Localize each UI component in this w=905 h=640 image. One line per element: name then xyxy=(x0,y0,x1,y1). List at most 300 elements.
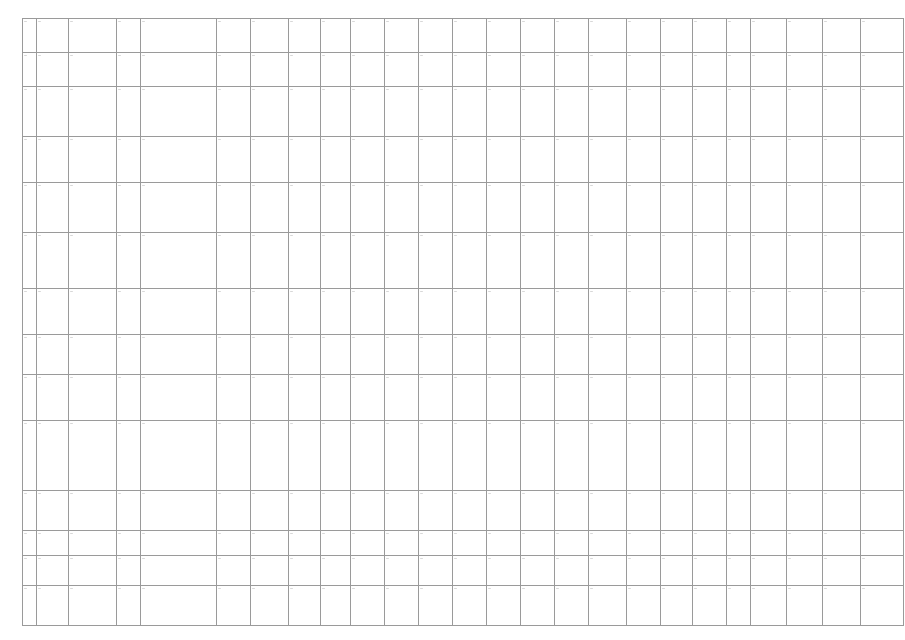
table-cell: — xyxy=(861,233,904,289)
table-cell: — xyxy=(321,556,351,586)
table-cell: — xyxy=(787,531,823,556)
table-cell: — xyxy=(37,233,69,289)
table-cell: — xyxy=(693,137,727,183)
table-cell: — xyxy=(69,586,117,626)
table-cell: — xyxy=(693,375,727,421)
table-cell: — xyxy=(351,137,385,183)
table-row xyxy=(23,375,904,421)
table-cell: — xyxy=(751,289,787,335)
table-cell: — xyxy=(385,183,419,233)
table-cell: — xyxy=(141,87,217,137)
table-cell: — xyxy=(861,19,904,53)
table-cell: — xyxy=(141,556,217,586)
table-row xyxy=(23,556,904,586)
table-cell: — xyxy=(217,19,251,53)
table-cell: — xyxy=(861,335,904,375)
table-cell: — xyxy=(117,53,141,87)
table-cell: — xyxy=(521,53,555,87)
table-cell: — xyxy=(141,491,217,531)
table-cell: — xyxy=(37,335,69,375)
table-row xyxy=(23,183,904,233)
table-cell: — xyxy=(823,87,861,137)
table-cell: — xyxy=(823,531,861,556)
table-cell: — xyxy=(69,183,117,233)
table-cell: — xyxy=(693,531,727,556)
table-cell: — xyxy=(217,375,251,421)
table-cell: — xyxy=(521,137,555,183)
table-cell: — xyxy=(555,289,589,335)
table-cell: — xyxy=(521,491,555,531)
table-cell: — xyxy=(727,586,751,626)
table-cell: — xyxy=(555,586,589,626)
table-cell: — xyxy=(453,183,487,233)
table-cell: — xyxy=(589,531,627,556)
table-cell: — xyxy=(661,556,693,586)
table-cell: — xyxy=(727,289,751,335)
table-cell: — xyxy=(69,375,117,421)
table-cell: — xyxy=(453,491,487,531)
table-cell: — xyxy=(861,87,904,137)
table-cell: — xyxy=(251,19,289,53)
table-cell: — xyxy=(693,556,727,586)
table-cell: — xyxy=(787,289,823,335)
table-cell: — xyxy=(693,233,727,289)
table-cell: — xyxy=(321,233,351,289)
table-cell: — xyxy=(693,87,727,137)
table-cell: — xyxy=(69,491,117,531)
table-cell: — xyxy=(661,19,693,53)
table-cell: — xyxy=(385,375,419,421)
table-cell: — xyxy=(23,531,37,556)
table-cell: — xyxy=(217,556,251,586)
table-cell: — xyxy=(23,491,37,531)
table-cell: — xyxy=(321,586,351,626)
table-cell: — xyxy=(627,19,661,53)
table-cell: — xyxy=(117,233,141,289)
table-row xyxy=(23,53,904,87)
table-cell: — xyxy=(37,586,69,626)
table-cell: — xyxy=(823,233,861,289)
table-cell: — xyxy=(487,53,521,87)
table-cell: — xyxy=(727,183,751,233)
table-cell: — xyxy=(693,289,727,335)
table-cell: — xyxy=(251,53,289,87)
table-cell: — xyxy=(217,289,251,335)
table-cell: — xyxy=(823,491,861,531)
table-cell: — xyxy=(751,53,787,87)
table-cell: — xyxy=(589,19,627,53)
table-cell: — xyxy=(141,233,217,289)
table-cell: — xyxy=(321,375,351,421)
table-row xyxy=(23,233,904,289)
table-cell: — xyxy=(289,421,321,491)
table-cell: — xyxy=(37,289,69,335)
table-cell: — xyxy=(453,335,487,375)
table-cell: — xyxy=(727,335,751,375)
table-cell: — xyxy=(23,586,37,626)
table-row xyxy=(23,335,904,375)
table-cell: — xyxy=(217,233,251,289)
table-cell: — xyxy=(117,19,141,53)
table-cell: — xyxy=(693,19,727,53)
table-cell: — xyxy=(861,531,904,556)
table-cell: — xyxy=(627,183,661,233)
table-cell: — xyxy=(37,421,69,491)
table-cell: — xyxy=(627,289,661,335)
table-cell: — xyxy=(69,556,117,586)
table-cell: — xyxy=(453,87,487,137)
table-cell: — xyxy=(385,233,419,289)
table-cell: — xyxy=(217,531,251,556)
table-cell: — xyxy=(487,586,521,626)
table-cell: — xyxy=(385,53,419,87)
table-cell: — xyxy=(453,233,487,289)
table-cell: — xyxy=(751,137,787,183)
table-cell: — xyxy=(727,233,751,289)
table-cell: — xyxy=(251,556,289,586)
table-cell: — xyxy=(589,556,627,586)
table-cell: — xyxy=(385,137,419,183)
table-cell: — xyxy=(117,531,141,556)
table-cell: — xyxy=(453,375,487,421)
table-cell: — xyxy=(555,531,589,556)
table-cell: — xyxy=(351,531,385,556)
table-cell: — xyxy=(351,183,385,233)
table-cell: — xyxy=(823,137,861,183)
table-cell: — xyxy=(289,375,321,421)
table-cell: — xyxy=(23,19,37,53)
table-cell: — xyxy=(661,137,693,183)
table-row xyxy=(23,421,904,491)
table-cell: — xyxy=(555,335,589,375)
table-cell: — xyxy=(453,421,487,491)
table-cell: — xyxy=(419,586,453,626)
table-row xyxy=(23,137,904,183)
table-cell: — xyxy=(117,335,141,375)
table-cell: — xyxy=(787,53,823,87)
table-row xyxy=(23,289,904,335)
table-cell: — xyxy=(37,556,69,586)
table-cell: — xyxy=(787,586,823,626)
table-cell: — xyxy=(627,556,661,586)
table-cell: — xyxy=(727,421,751,491)
table-cell: — xyxy=(555,421,589,491)
table-cell: — xyxy=(555,53,589,87)
table-cell: — xyxy=(251,375,289,421)
table-cell: — xyxy=(823,183,861,233)
table-cell: — xyxy=(217,335,251,375)
table-cell: — xyxy=(627,335,661,375)
table-cell: — xyxy=(419,53,453,87)
registry-sheet xyxy=(22,18,883,590)
table-cell: — xyxy=(69,289,117,335)
table-cell: — xyxy=(521,421,555,491)
table-cell: — xyxy=(661,421,693,491)
table-cell: — xyxy=(141,289,217,335)
table-cell: — xyxy=(23,556,37,586)
table-cell: — xyxy=(23,421,37,491)
table-cell: — xyxy=(751,183,787,233)
table-cell: — xyxy=(117,137,141,183)
table-cell: — xyxy=(23,375,37,421)
table-cell: — xyxy=(385,289,419,335)
table-cell: — xyxy=(217,183,251,233)
table-cell: — xyxy=(419,556,453,586)
table-cell: — xyxy=(69,87,117,137)
table-cell: — xyxy=(589,87,627,137)
table-cell: — xyxy=(321,183,351,233)
table-cell: — xyxy=(37,87,69,137)
table-cell: — xyxy=(861,53,904,87)
table-cell: — xyxy=(385,87,419,137)
table-cell: — xyxy=(589,375,627,421)
table-cell: — xyxy=(787,556,823,586)
table-cell: — xyxy=(351,19,385,53)
table-cell: — xyxy=(217,53,251,87)
table-cell: — xyxy=(823,19,861,53)
table-cell: — xyxy=(351,53,385,87)
table-cell: — xyxy=(521,586,555,626)
table-cell: — xyxy=(751,491,787,531)
table-cell: — xyxy=(385,531,419,556)
table-cell: — xyxy=(693,335,727,375)
table-cell: — xyxy=(351,586,385,626)
registry-table xyxy=(22,18,904,626)
table-cell: — xyxy=(487,137,521,183)
table-cell: — xyxy=(289,183,321,233)
table-cell: — xyxy=(141,531,217,556)
table-cell: — xyxy=(751,531,787,556)
table-cell: — xyxy=(861,183,904,233)
table-cell: — xyxy=(487,183,521,233)
table-cell: — xyxy=(589,491,627,531)
table-cell: — xyxy=(141,375,217,421)
table-cell: — xyxy=(419,531,453,556)
table-cell: — xyxy=(453,53,487,87)
table-cell: — xyxy=(589,137,627,183)
table-cell: — xyxy=(117,586,141,626)
table-cell: — xyxy=(453,586,487,626)
table-cell: — xyxy=(521,335,555,375)
table-cell: — xyxy=(727,375,751,421)
table-cell: — xyxy=(251,87,289,137)
table-cell: — xyxy=(823,556,861,586)
table-cell: — xyxy=(69,137,117,183)
table-cell: — xyxy=(351,375,385,421)
table-cell: — xyxy=(787,375,823,421)
table-cell: — xyxy=(453,556,487,586)
table-cell: — xyxy=(419,289,453,335)
table-cell: — xyxy=(419,19,453,53)
table-cell: — xyxy=(823,53,861,87)
table-cell: — xyxy=(661,335,693,375)
table-cell: — xyxy=(37,19,69,53)
table-cell: — xyxy=(385,421,419,491)
table-cell: — xyxy=(453,289,487,335)
table-cell: — xyxy=(217,87,251,137)
table-cell: — xyxy=(487,233,521,289)
table-cell: — xyxy=(321,19,351,53)
table-cell: — xyxy=(419,421,453,491)
table-cell: — xyxy=(751,375,787,421)
table-cell: — xyxy=(861,137,904,183)
table-cell: — xyxy=(251,491,289,531)
table-cell: — xyxy=(117,289,141,335)
table-cell: — xyxy=(555,375,589,421)
table-cell: — xyxy=(727,87,751,137)
table-cell: — xyxy=(861,586,904,626)
table-cell: — xyxy=(141,137,217,183)
table-cell: — xyxy=(251,335,289,375)
table-cell: — xyxy=(627,233,661,289)
table-cell: — xyxy=(661,491,693,531)
table-cell: — xyxy=(661,289,693,335)
table-cell: — xyxy=(555,87,589,137)
table-cell: — xyxy=(555,19,589,53)
table-cell: — xyxy=(589,421,627,491)
table-cell: — xyxy=(589,233,627,289)
table-cell: — xyxy=(787,87,823,137)
table-cell: — xyxy=(661,53,693,87)
table-cell: — xyxy=(419,233,453,289)
table-cell: — xyxy=(589,586,627,626)
table-cell: — xyxy=(727,556,751,586)
table-cell: — xyxy=(321,137,351,183)
table-cell: — xyxy=(627,137,661,183)
table-cell: — xyxy=(727,53,751,87)
table-cell: — xyxy=(521,556,555,586)
table-cell: — xyxy=(217,137,251,183)
table-cell: — xyxy=(141,586,217,626)
table-cell: — xyxy=(693,586,727,626)
table-cell: — xyxy=(787,19,823,53)
table-cell: — xyxy=(661,586,693,626)
table-cell: — xyxy=(69,53,117,87)
table-cell: — xyxy=(385,491,419,531)
table-cell: — xyxy=(661,531,693,556)
table-cell: — xyxy=(589,335,627,375)
table-row xyxy=(23,87,904,137)
table-cell: — xyxy=(321,53,351,87)
table-cell: — xyxy=(351,421,385,491)
table-cell: — xyxy=(661,233,693,289)
table-cell: — xyxy=(487,87,521,137)
table-cell: — xyxy=(589,289,627,335)
table-cell: — xyxy=(861,556,904,586)
table-cell: — xyxy=(37,491,69,531)
table-cell: — xyxy=(351,491,385,531)
table-cell: — xyxy=(385,335,419,375)
table-cell: — xyxy=(217,421,251,491)
table-cell: — xyxy=(727,137,751,183)
table-cell: — xyxy=(117,421,141,491)
table-cell: — xyxy=(321,491,351,531)
table-cell: — xyxy=(321,531,351,556)
table-cell: — xyxy=(787,335,823,375)
table-cell: — xyxy=(69,421,117,491)
table-cell: — xyxy=(521,183,555,233)
table-cell: — xyxy=(419,335,453,375)
table-cell: — xyxy=(69,531,117,556)
table-cell: — xyxy=(251,531,289,556)
table-cell: — xyxy=(787,137,823,183)
table-cell: — xyxy=(69,335,117,375)
table-row xyxy=(23,531,904,556)
table-cell: — xyxy=(787,183,823,233)
table-cell: — xyxy=(351,289,385,335)
table-cell: — xyxy=(117,87,141,137)
table-cell: — xyxy=(823,289,861,335)
table-cell: — xyxy=(289,586,321,626)
table-row xyxy=(23,586,904,626)
table-cell: — xyxy=(627,491,661,531)
table-row xyxy=(23,491,904,531)
table-cell: — xyxy=(589,53,627,87)
table-cell: — xyxy=(823,421,861,491)
table-cell: — xyxy=(289,335,321,375)
table-cell: — xyxy=(823,586,861,626)
table-cell: — xyxy=(693,183,727,233)
table-cell: — xyxy=(419,491,453,531)
table-cell: — xyxy=(419,183,453,233)
table-cell: — xyxy=(751,87,787,137)
table-cell: — xyxy=(487,531,521,556)
table-cell: — xyxy=(289,53,321,87)
table-cell: — xyxy=(861,421,904,491)
table-cell: — xyxy=(589,183,627,233)
table-cell: — xyxy=(661,87,693,137)
table-cell: — xyxy=(37,53,69,87)
table-cell: — xyxy=(141,183,217,233)
table-cell: — xyxy=(385,556,419,586)
table-cell: — xyxy=(487,289,521,335)
table-cell: — xyxy=(823,375,861,421)
table-cell: — xyxy=(217,586,251,626)
table-cell: — xyxy=(861,375,904,421)
table-cell: — xyxy=(555,491,589,531)
table-cell: — xyxy=(861,289,904,335)
table-cell: — xyxy=(727,531,751,556)
table-cell: — xyxy=(751,233,787,289)
table-cell: — xyxy=(521,375,555,421)
table-cell: — xyxy=(555,137,589,183)
table-cell: — xyxy=(521,233,555,289)
table-cell: — xyxy=(627,375,661,421)
table-cell: — xyxy=(823,335,861,375)
table-cell: — xyxy=(627,421,661,491)
table-cell: — xyxy=(251,421,289,491)
table-cell: — xyxy=(521,87,555,137)
table-cell: — xyxy=(37,375,69,421)
table-cell: — xyxy=(141,19,217,53)
table-cell: — xyxy=(727,19,751,53)
table-cell: — xyxy=(385,19,419,53)
table-cell: — xyxy=(117,491,141,531)
table-cell: — xyxy=(751,421,787,491)
table-cell: — xyxy=(37,531,69,556)
table-cell: — xyxy=(787,421,823,491)
table-cell: — xyxy=(23,183,37,233)
table-cell: — xyxy=(37,183,69,233)
table-cell: — xyxy=(141,421,217,491)
table-cell: — xyxy=(487,491,521,531)
table-cell: — xyxy=(117,183,141,233)
table-cell: — xyxy=(727,491,751,531)
table-cell: — xyxy=(289,556,321,586)
table-cell: — xyxy=(861,491,904,531)
table-cell: — xyxy=(23,53,37,87)
table-cell: — xyxy=(251,137,289,183)
